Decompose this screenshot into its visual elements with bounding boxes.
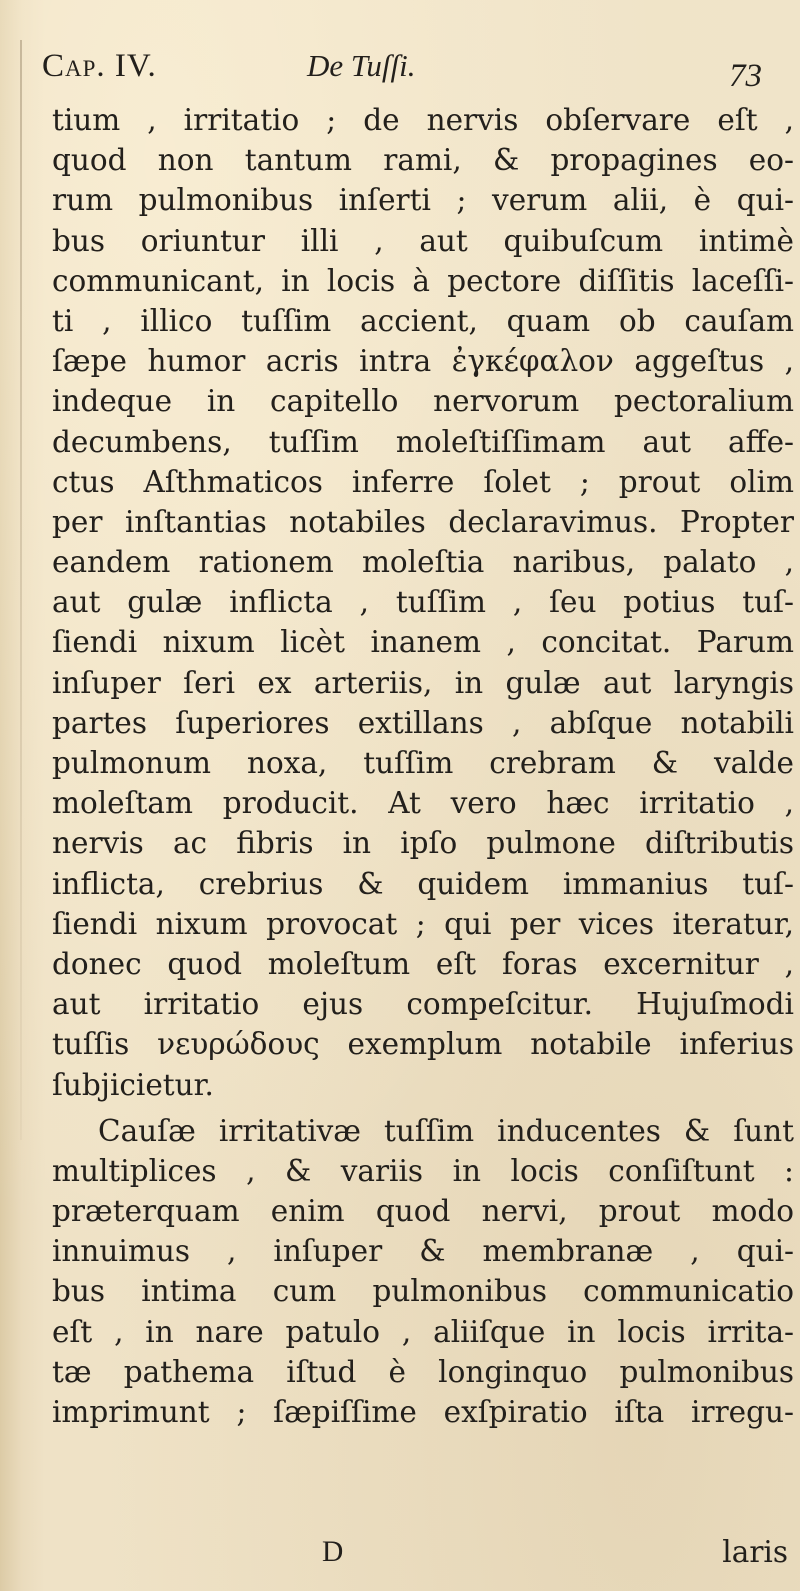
text-line: ti , illico tuſſim accient, quam ob cauſam xyxy=(52,303,794,338)
catchword: laris xyxy=(722,1535,788,1569)
text-line: indeque in capitello nervorum pectoralium xyxy=(52,384,794,419)
paragraph-2 xyxy=(52,1111,794,1433)
text-line: Cauſæ irritativæ tuſſim inducentes & ſunt xyxy=(98,1113,794,1148)
text-line: præterquam enim quod nervi, prout modo xyxy=(52,1194,794,1229)
text-line: tium , irritatio ; de nervis obſervare eſt , xyxy=(52,103,794,137)
text-line: bus intima cum pulmonibus communicatio xyxy=(52,1274,794,1309)
text-line: nervis ac fibris in ipſo pulmone diſtributis xyxy=(52,826,794,861)
running-header xyxy=(42,44,762,96)
text-line: inſuper ſeri ex arteriis, in gulæ aut laryngis xyxy=(52,665,794,700)
text-line: donec quod moleſtum eſt foras excernitur , xyxy=(52,946,794,981)
text-line: bus oriuntur illi , aut quibuſcum intimè xyxy=(52,223,794,258)
text-line: decumbens, tuſſim moleſtiſſimam aut affe- xyxy=(52,424,794,459)
running-title: De Tuſſi. xyxy=(307,48,416,83)
text-line: aut irritatio ejus compeſcitur. Hujuſmodi xyxy=(52,987,794,1022)
text-line: eſt , in nare patulo , aliiſque in locis irrita- xyxy=(52,1314,794,1349)
text-line: rum pulmonibus inſerti ; verum alii, è qui- xyxy=(52,183,794,218)
chapter-label: Cap. IV. xyxy=(42,48,157,84)
text-line: moleſtam producit. At vero hæc irritatio , xyxy=(52,786,794,821)
text-line: ſiendi nixum provocat ; qui per vices iteratur, xyxy=(52,906,794,941)
text-line: inflicta, crebrius & quidem immanius tuſ- xyxy=(52,866,794,901)
body-text xyxy=(52,100,794,1432)
text-line: tæ pathema iſtud è longinquo pulmonibus xyxy=(52,1354,794,1389)
text-line: partes ſuperiores extillans , abſque notabili xyxy=(52,705,794,740)
text-line: pulmonum noxa, tuſſim crebram & valde xyxy=(52,746,794,780)
text-line: per inſtantias notabiles declaravimus. Propter xyxy=(52,504,794,539)
text-line: ctus Aſthmaticos inferre ſolet ; prout olim xyxy=(52,464,794,499)
text-line: quod non tantum rami, & propagines eo- xyxy=(52,143,794,178)
text-line: tuſſis νευρώδους exemplum notabile inferius xyxy=(52,1027,794,1062)
page-number: 73 xyxy=(729,58,762,94)
text-line: ſiendi nixum licèt inanem , concitat. Parum xyxy=(52,625,794,660)
binding-shadow xyxy=(20,40,22,1140)
text-line: imprimunt ; ſæpiſſime exſpiratio iſta irregu- xyxy=(52,1395,794,1429)
text-line: innuimus , inſuper & membranæ , qui- xyxy=(52,1234,794,1269)
text-line: multiplices , & variis in locis conſiſtunt : xyxy=(52,1153,794,1188)
text-line: aut gulæ inflicta , tuſſim , ſeu potius tuſ- xyxy=(52,585,794,620)
text-line: communicant, in locis à pectore diſſitis laceſſi- xyxy=(52,263,794,298)
text-line: eandem rationem moleſtia naribus, palato , xyxy=(52,545,794,580)
signature-mark: D xyxy=(322,1536,344,1568)
paragraph-1 xyxy=(52,100,794,1105)
text-line: ſubjicietur. xyxy=(52,1067,214,1102)
text-line: ſæpe humor acris intra ἐγκέφαλον aggeſtus , xyxy=(52,344,794,379)
